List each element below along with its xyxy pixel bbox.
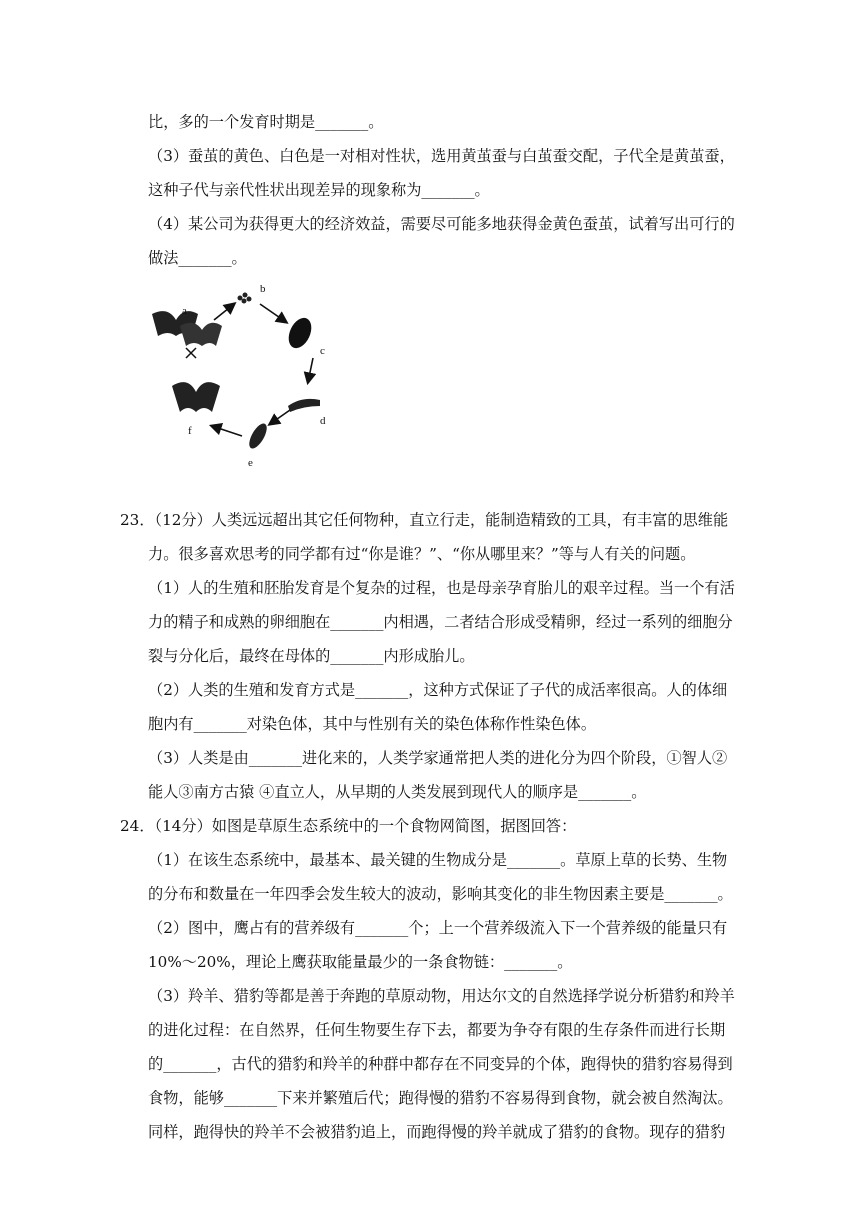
text-line: 的进化过程：在自然界，任何生物要生存下去，都要为争夺有限的生存条件而进行长期	[148, 1021, 726, 1039]
text-line: 食物，能够_______下来并繁殖后代；跑得慢的猎豹不容易得到食物，就会被自然淘汰。	[148, 1089, 733, 1107]
text-line: （2）图中，鹰占有的营养级有_______个；上一个营养级流入下一个营养级的能量只有	[148, 919, 728, 937]
text-line: 10%～20%，理论上鹰获取能量最少的一条食物链：_______。	[148, 953, 573, 971]
text-line: （3）人类是由_______进化来的，人类学家通常把人类的进化分为四个阶段，①智人②	[148, 749, 728, 767]
text-line: 能人③南方古猿 ④直立人，从早期的人类发展到现代人的顺序是_______。	[148, 783, 647, 801]
label-f: f	[188, 425, 192, 437]
text-line: 力的精子和成熟的卵细胞在_______内相遇，二者结合形成受精卵，经过一系列的细胞分	[148, 613, 733, 631]
text-line: 力。很多喜欢思考的同学都有过“你是谁？”、“你从哪里来？”等与人有关的问题。	[148, 545, 696, 563]
text-line: 裂与分化后，最终在母体的_______内形成胎儿。	[148, 647, 475, 665]
larva-icon	[288, 399, 320, 412]
label-e: e	[248, 457, 253, 469]
moth-icon	[172, 382, 220, 412]
pupa-icon	[246, 421, 270, 451]
label-a: a	[182, 305, 187, 317]
text-line: （1）在该生态系统中，最基本、最关键的生物成分是_______。草原上草的长势、生物	[148, 851, 728, 869]
text-line: 胞内有_______对染色体，其中与性别有关的染色体称作性染色体。	[148, 715, 597, 733]
text-line: 同样，跑得快的羚羊不会被猎豹追上，而跑得慢的羚羊就成了猎豹的食物。现存的猎豹	[148, 1123, 726, 1141]
cocoon-icon	[284, 314, 316, 351]
text-line: （2）人类的生殖和发育方式是_______，这种方式保证了子代的成活率很高。人的体细	[148, 681, 728, 699]
eggs-icon	[238, 293, 252, 304]
text-line: 比，多的一个发育时期是_______。	[148, 113, 384, 131]
label-d: d	[320, 415, 326, 427]
label-b: b	[260, 283, 266, 295]
moth-pair-icon	[152, 311, 222, 358]
text-line: （3）蚕茧的黄色、白色是一对相对性状，选用黄茧蚕与白茧蚕交配，子代全是黄茧蚕，	[148, 147, 735, 165]
text-line: 做法_______。	[148, 249, 247, 267]
question-24-heading: 24．（14分）如图是草原生态系统中的一个食物网简图，据图回答：	[120, 817, 577, 835]
label-c: c	[320, 345, 325, 357]
question-23-heading: 23．（12分）人类远远超出其它任何物种，直立行走，能制造精致的工具，有丰富的思维能	[120, 511, 729, 529]
silkworm-life-cycle-figure	[140, 278, 340, 470]
text-line: （4）某公司为获得更大的经济效益，需要尽可能多地获得金黄色蚕茧，试着写出可行的	[148, 215, 735, 233]
life-cycle-diagram	[140, 278, 340, 470]
text-line: （1）人的生殖和胚胎发育是个复杂的过程，也是母亲孕育胎儿的艰辛过程。当一个有活	[148, 579, 735, 597]
text-line: （3）羚羊、猎豹等都是善于奔跑的草原动物，用达尔文的自然选择学说分析猎豹和羚羊	[148, 987, 735, 1005]
text-line: 这种子代与亲代性状出现差异的现象称为_______。	[148, 181, 490, 199]
text-line: 的分布和数量在一年四季会发生较大的波动，影响其变化的非生物因素主要是_______。	[148, 885, 733, 903]
text-line: 的_______，古代的猎豹和羚羊的种群中都存在不同变异的个体，跑得快的猎豹容易得到	[148, 1055, 733, 1073]
